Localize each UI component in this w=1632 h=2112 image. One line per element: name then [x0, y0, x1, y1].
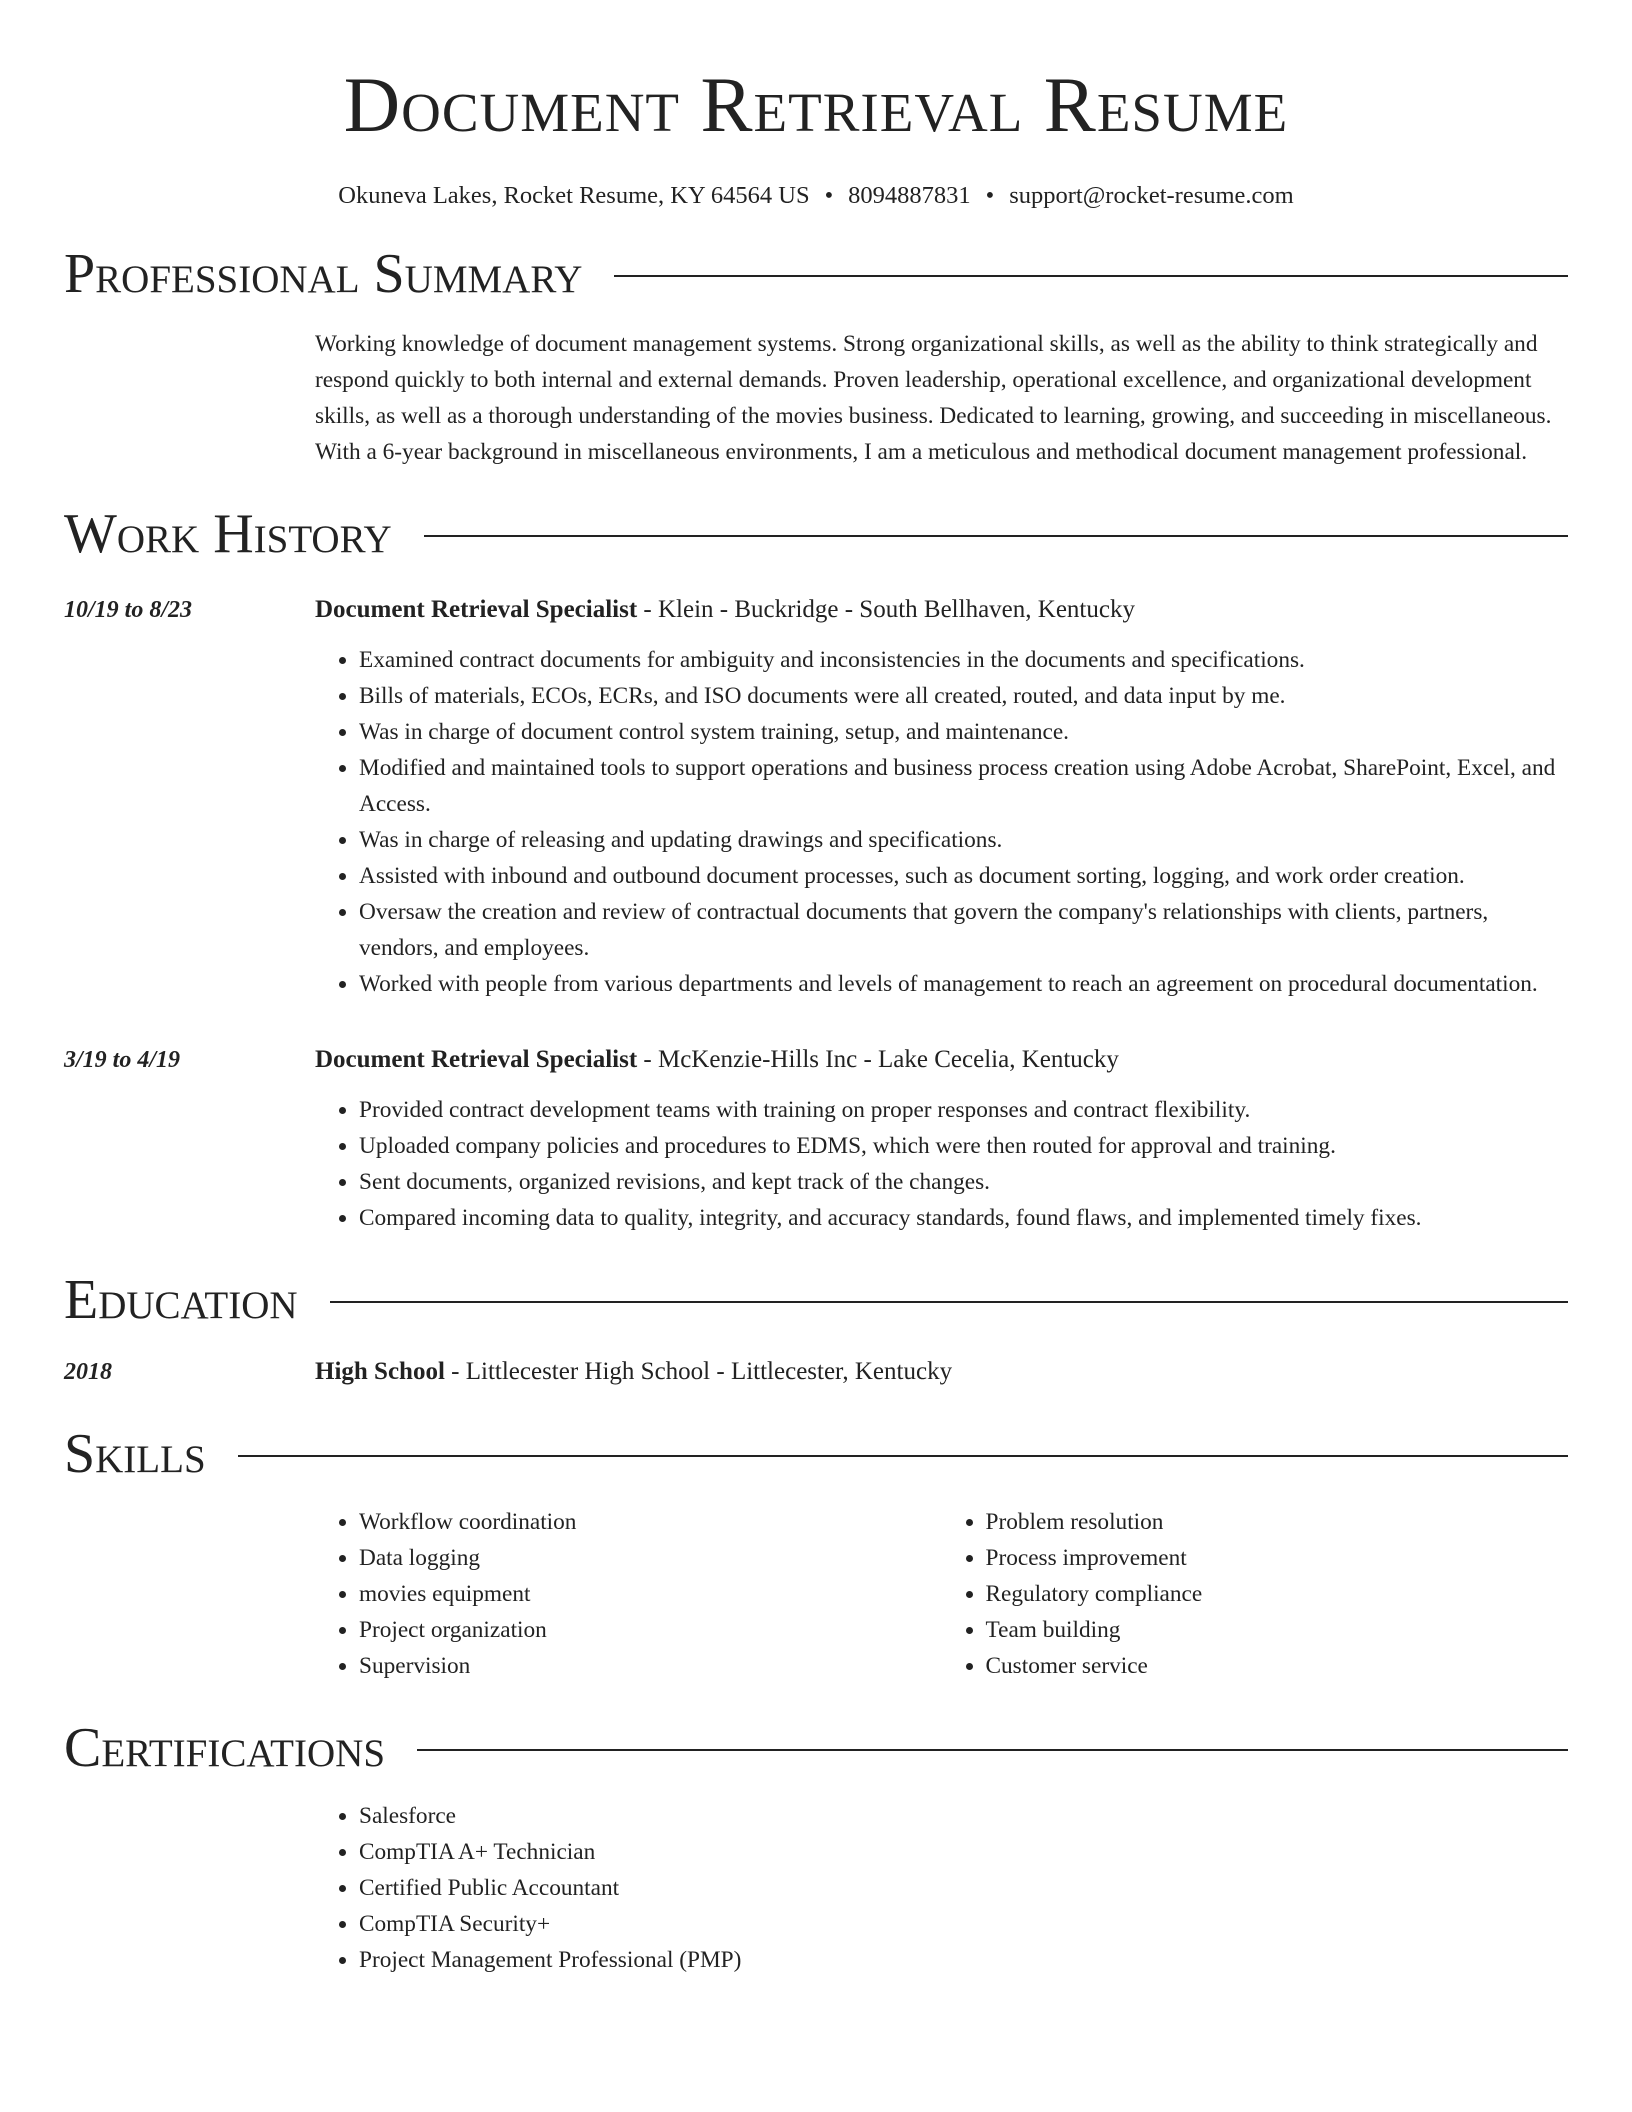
job-bullet: • Worked with people from various departments and levels of management to reach an agreement on procedural documentation. [359, 966, 1568, 1002]
job-bullet-list [315, 642, 1568, 1002]
job-heading [315, 1042, 1568, 1078]
job-bullet: • Was in charge of document control system training, setup, and maintenance. [359, 714, 1568, 750]
job-bullet: • Oversaw the creation and review of contractual documents that govern the company's relationships with clients, partners, vendors, and employees. [359, 894, 1568, 966]
job-bullet: • Compared incoming data to quality, integrity, and accuracy standards, found flaws, and implemented timely fixes. [359, 1200, 1568, 1236]
skills-section-header [64, 1423, 1568, 1486]
job-bullet: • Assisted with inbound and outbound document processes, such as document sorting, logging, and work order creation. [359, 858, 1568, 894]
skill-item: • Project organization [359, 1612, 942, 1648]
summary-text: Working knowledge of document management systems. Strong organizational skills, as well as the ability to think strategically and respond quickly to both internal and external demands. Proven leadership, operational excellence, and organizational development skills, as well as a thorough understanding of the movies business. Dedicated to learning, growing, and succeeding in miscellaneous. With a 6-year background in miscellaneous environments, I am a meticulous and methodical document management professional. [315, 331, 1552, 466]
job-details: - Klein - Buckridge - South Bellhaven, Kentucky [637, 596, 1135, 624]
certification-item: • CompTIA A+ Technician [359, 1834, 1568, 1870]
certifications-list [315, 1798, 1568, 1978]
education-entry [64, 1354, 1568, 1390]
job-dates: 10/19 to 8/23 [64, 597, 193, 624]
summary-row [64, 302, 1568, 470]
resume-title: Document Retrieval Resume [343, 61, 1289, 148]
skill-item: • Customer service [986, 1648, 1569, 1684]
summary-section-header [64, 243, 1568, 306]
education-section-header [64, 1269, 1568, 1332]
section-title-work: Work History [64, 503, 392, 566]
job-title: Document Retrieval Specialist [315, 596, 638, 624]
skill-item: • Problem resolution [986, 1504, 1569, 1540]
education-details: - Littlecester High School - Littlecester, Kentucky [444, 1358, 953, 1386]
certification-item: • CompTIA Security+ [359, 1906, 1568, 1942]
job-bullet: • Was in charge of releasing and updating drawings and specifications. [359, 822, 1568, 858]
certification-item: • Project Management Professional (PMP) [359, 1942, 1568, 1978]
section-title-skills: Skills [64, 1423, 206, 1486]
skill-item: • Regulatory compliance [986, 1576, 1569, 1612]
skills-list-left [315, 1504, 942, 1684]
contact-phone: 8094887831 [848, 182, 971, 209]
certifications-section-header [64, 1717, 1568, 1780]
contact-address: Okuneva Lakes, Rocket Resume, KY 64564 US [338, 182, 810, 209]
section-title-certifications: Certifications [64, 1717, 386, 1780]
job-details: - McKenzie-Hills Inc - Lake Cecelia, Kentucky [637, 1046, 1119, 1074]
section-title-summary: Professional Summary [64, 243, 583, 306]
certification-item: • Certified Public Accountant [359, 1870, 1568, 1906]
education-year: 2018 [64, 1359, 112, 1386]
job-dates: 3/19 to 4/19 [64, 1047, 181, 1074]
contact-separator: • [824, 182, 834, 209]
skill-item: • Process improvement [986, 1540, 1569, 1576]
skill-item: • Supervision [359, 1648, 942, 1684]
job-bullet: • Examined contract documents for ambiguity and inconsistencies in the documents and specifications. [359, 642, 1568, 678]
job-entry [64, 1042, 1568, 1236]
certification-item: • Salesforce [359, 1798, 1568, 1834]
work-section-header [64, 503, 1568, 566]
job-entry [64, 592, 1568, 1002]
job-bullet: • Sent documents, organized revisions, and kept track of the changes. [359, 1164, 1568, 1200]
job-bullet: • Uploaded company policies and procedures to EDMS, which were then routed for approval and training. [359, 1128, 1568, 1164]
education-degree: High School [315, 1358, 445, 1386]
section-divider [424, 535, 1568, 537]
job-heading [315, 592, 1568, 628]
section-divider [614, 275, 1568, 277]
section-divider [238, 1455, 1568, 1457]
certifications-row [64, 1776, 1568, 1978]
job-bullet-list [315, 1092, 1568, 1236]
skills-row [64, 1482, 1568, 1684]
section-divider [330, 1301, 1568, 1303]
skill-item: • Data logging [359, 1540, 942, 1576]
contact-email: support@rocket-resume.com [1009, 182, 1294, 209]
section-divider [417, 1749, 1568, 1751]
skill-item: • Team building [986, 1612, 1569, 1648]
job-bullet: • Bills of materials, ECOs, ECRs, and ISO documents were all created, routed, and data input by me. [359, 678, 1568, 714]
section-title-education: Education [64, 1269, 298, 1332]
contact-separator: • [985, 182, 995, 209]
skill-item: • movies equipment [359, 1576, 942, 1612]
skill-item: • Workflow coordination [359, 1504, 942, 1540]
job-title: Document Retrieval Specialist [315, 1046, 638, 1074]
job-bullet: • Modified and maintained tools to support operations and business process creation using Adobe Acrobat, SharePoint, Excel, and Access. [359, 750, 1568, 822]
contact-line [64, 181, 1568, 210]
job-bullet: • Provided contract development teams with training on proper responses and contract flexibility. [359, 1092, 1568, 1128]
skills-list-right [942, 1504, 1569, 1684]
